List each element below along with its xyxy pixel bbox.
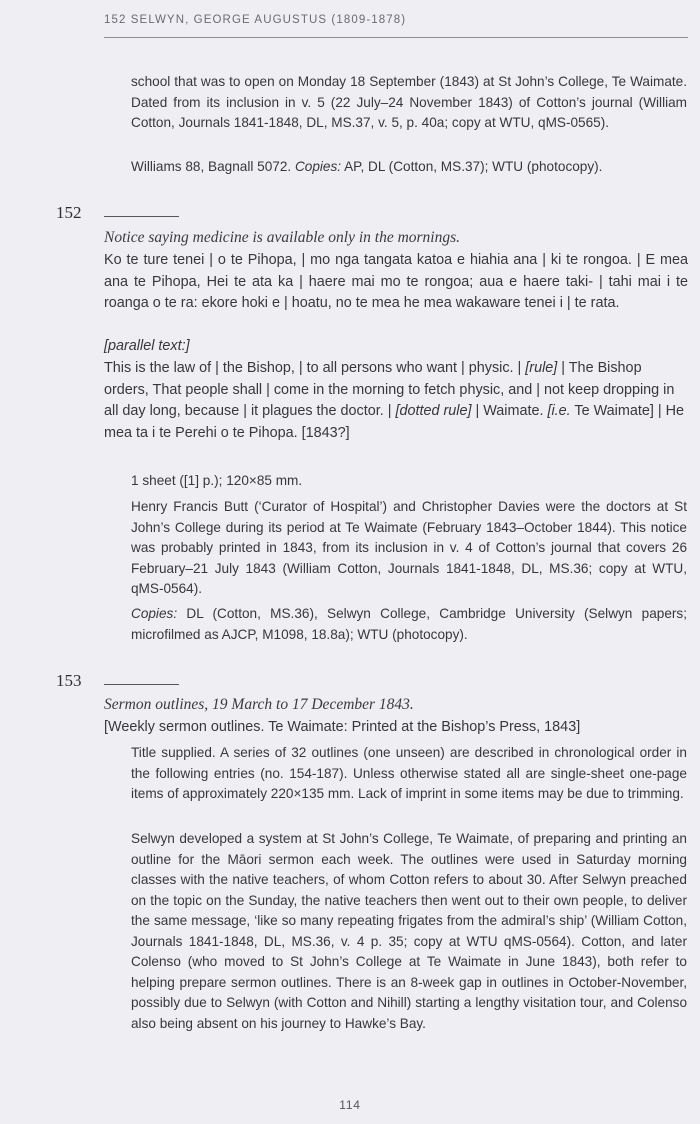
entry-note-153-a: Title supplied. A series of 32 outlines (one unseen) are described in chronological order in the following entries (no. 154-187). Unless otherwise stated all are single-sheet one-page items of approximately 220×135 mm. Lack of imprint in some items may be due to trimming. [131, 745, 687, 801]
parallel-text-label: [parallel text:] [104, 338, 190, 354]
entry-title-152: Notice saying medicine is available only in the mornings. [104, 229, 461, 246]
copies-label: Copies: [294, 159, 342, 174]
english-text: This is the law of | the Bishop, | to all persons who want | physic. | [rule] | The Bishop orders, That people shall | come in the morning to fetch physic, and | not keep dropping in all day long, because | it plagues the doctor. | [dotted rule] | Waimate. [i.e. Te Waimate] | He mea ta i te Perehi o te Pihopa. [1843?] [104, 360, 684, 441]
entry-number-152: 152 [56, 203, 82, 222]
imprint: [Weekly sermon outlines. Te Waimate: Printed at the Bishop’s Press, 1843] [104, 719, 581, 735]
physical-description: 1 sheet ([1] p.); 120×85 mm. [131, 473, 303, 488]
entry-note-152: Henry Francis Butt (‘Curator of Hospital’) and Christopher Davies were the doctors at St John’s College during its period at Te Waimate (February 1843–October 1844). This notice was probably printed in 1843, from its inclusion in v. 4 of Cotton’s journal that covers 26 February–21 July 1843 (William Cotton, Journals 1841-1848, DL, MS.36; copy at WTU, qMS-0564). [131, 499, 687, 596]
entry-rule-152 [104, 216, 179, 217]
entry-title-153: Sermon outlines, 19 March to 17 December 1843. [104, 696, 414, 713]
copies-152: Copies: DL (Cotton, MS.36), Selwyn College, Cambridge University (Selwyn papers; microfilmed as AJCP, M1098, 18.8a); WTU (photocopy). [131, 606, 687, 642]
header-rule [104, 37, 688, 38]
entry-note-153-b: Selwyn developed a system at St John’s College, Te Waimate, of preparing and printing an outline for the Māori sermon each week. The outlines were used in Saturday morning classes with the native teachers, of whom Cotton refers to about 30. After Selwyn preached on the topic on the Sunday, the native teachers then went out to their own people, to deliver the same message, ‘like so many repeating frigates from the admiral’s ship’ (William Cotton, Journals 1841-1848, DL, MS.36, v. 4 p. 35; copy at WTU qMS-0564). Cotton, and later Colenso (who moved to St John’s College at Te Waimate in June 1843), both refer to helping prepare sermon outlines. There is an 8-week gap in outlines in October-November, possibly due to Selwyn (with Cotton and Nihill) starting a lengthy visitation tour, and Colenso also being absent on his journey to Hawke’s Bay. [131, 831, 687, 1031]
running-head: 152 SELWYN, GEORGE AUGUSTUS (1809-1878) [104, 14, 407, 26]
entry-number-153: 153 [56, 671, 82, 690]
entry-rule-153 [104, 684, 179, 685]
copies-label: Copies: [131, 606, 178, 621]
continued-note: school that was to open on Monday 18 September (1843) at St John’s College, Te Waimate. Dated from its inclusion in v. 5 (22 July–24 November 1843) of Cotton’s journal (William Cotton, Journals 1841-1848, DL, MS.37, v. 5, p. 40a; copy at WTU, qMS-0565). [131, 74, 687, 130]
page-number: 114 [339, 1098, 361, 1112]
maori-text: Ko te ture tenei | o te Pihopa, | mo nga tangata katoa e hiahia ana | ki te rongoa. | E mea ana te Pihopa, Hei te ata ka | haere mai mo te rongoa; aua e haere taki- | tahi mai i te roanga o te ra: ekore hoki e | hoatu, no te mea he mea wakaware tenei i | te rata. [104, 252, 688, 311]
continued-references: Williams 88, Bagnall 5072. Copies: AP, DL (Cotton, MS.37); WTU (photocopy). [131, 159, 603, 174]
